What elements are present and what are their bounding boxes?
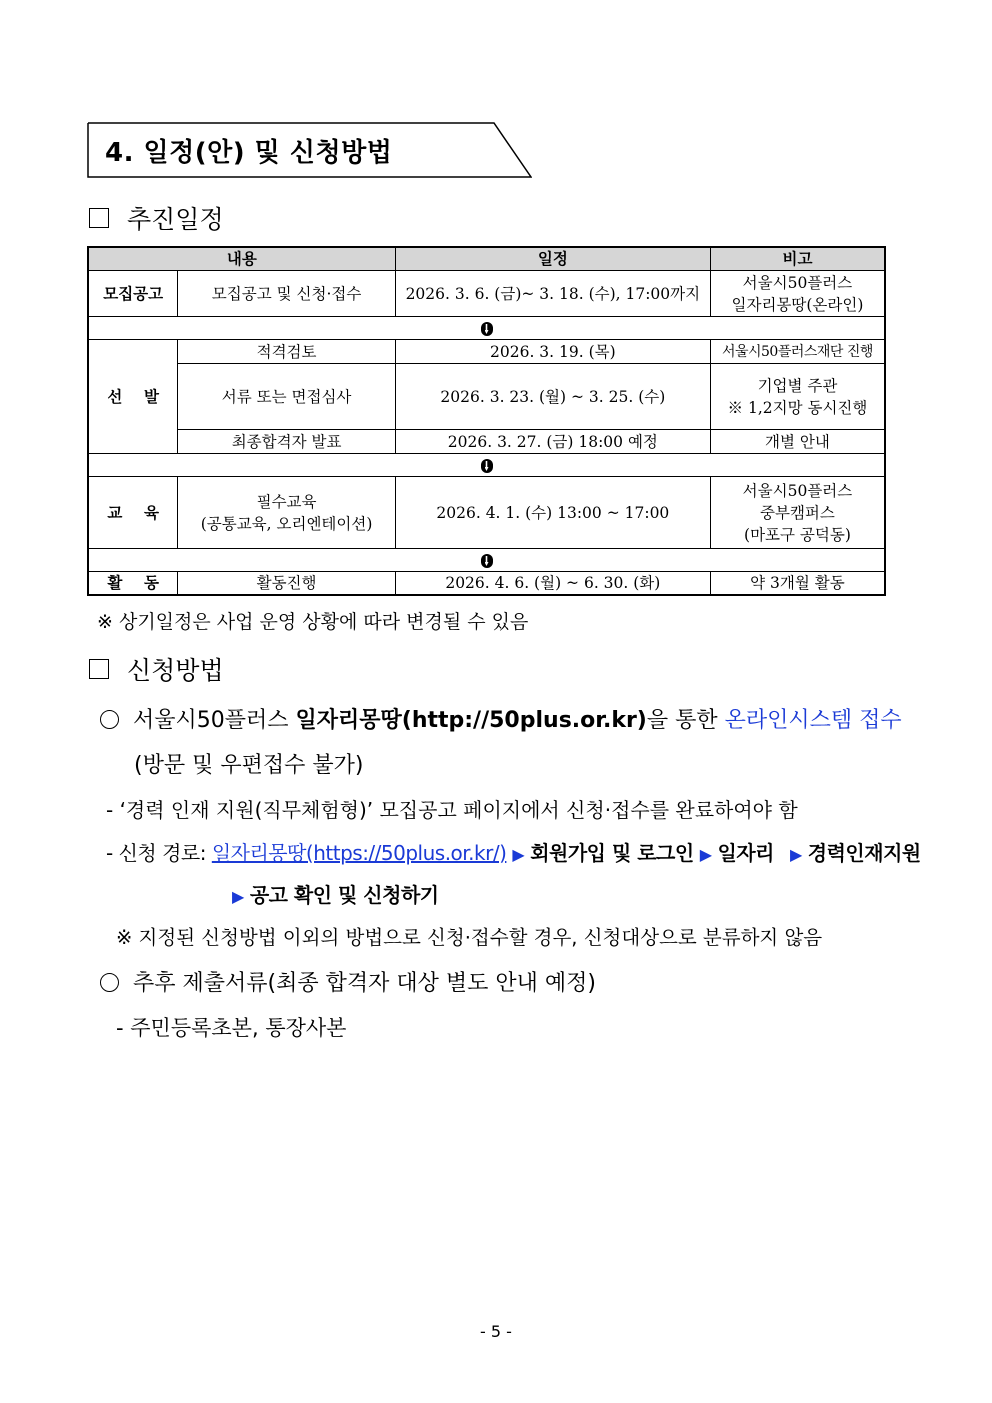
cell-note bbox=[710, 364, 885, 430]
circle-bullet-icon bbox=[100, 710, 119, 729]
apply-paragraph-4 bbox=[100, 966, 596, 997]
cell-note bbox=[710, 477, 885, 549]
p1-text: 서울시50플러스 bbox=[133, 708, 296, 733]
p1-online-system: 온라인시스템 접수 bbox=[724, 708, 902, 733]
apply-paragraph-5: - 주민등록초본, 통장사본 bbox=[116, 1016, 347, 1040]
arrow-right-icon: ▶ bbox=[789, 845, 802, 864]
category-edu: 교 육 bbox=[88, 477, 178, 549]
cell-date: 2026. 4. 1. (수) 13:00 ~ 17:00 bbox=[395, 477, 710, 549]
route-step: 공고 확인 및 신청하기 bbox=[249, 883, 439, 907]
table-row bbox=[88, 364, 885, 430]
cell-date: 2026. 3. 19. (목) bbox=[395, 340, 710, 364]
table-row bbox=[88, 430, 885, 454]
apply-heading bbox=[89, 651, 224, 687]
arrow-cell bbox=[88, 549, 885, 572]
table-row bbox=[88, 271, 885, 317]
apply-note: ※ 지정된 신청방법 이외의 방법으로 신청·접수할 경우, 신청대상으로 분류하지 않음 bbox=[116, 926, 823, 949]
cell-note bbox=[710, 271, 885, 317]
item-line: (공통교육, 오리엔테이션) bbox=[200, 514, 373, 533]
p1-bold-url: 일자리몽땅(http://50plus.or.kr) bbox=[295, 708, 647, 733]
cell-date: 2026. 3. 27. (금) 18:00 예정 bbox=[395, 430, 710, 454]
arrow-row bbox=[88, 317, 885, 340]
apply-route bbox=[106, 837, 921, 866]
arrow-row bbox=[88, 549, 885, 572]
header-note: 비고 bbox=[710, 247, 885, 271]
cell-item: 적격검토 bbox=[178, 340, 395, 364]
arrow-cell bbox=[88, 454, 885, 477]
arrow-right-icon: ▶ bbox=[232, 887, 244, 906]
cell-date: 2026. 4. 6. (월) ~ 6. 30. (화) bbox=[395, 572, 710, 596]
apply-heading-text: 신청방법 bbox=[127, 656, 224, 685]
cell-date: 2026. 3. 6. (금)~ 3. 18. (수), 17:00까지 bbox=[395, 271, 710, 317]
route-link[interactable]: 일자리몽땅(https://50plus.or.kr/) bbox=[211, 841, 507, 865]
note-line: (마포구 공덕동) bbox=[744, 525, 851, 544]
table-header-row bbox=[88, 247, 885, 271]
category-select: 선 발 bbox=[88, 340, 178, 454]
cell-item: 모집공고 및 신청·접수 bbox=[178, 271, 395, 317]
arrow-right-icon: ▶ bbox=[699, 845, 712, 864]
route-step: 일자리 bbox=[717, 841, 774, 865]
section-title-box bbox=[87, 122, 532, 178]
cell-item: 서류 또는 면접심사 bbox=[178, 364, 395, 430]
schedule-heading bbox=[89, 200, 224, 236]
apply-route-line2 bbox=[232, 879, 439, 908]
route-step: 경력인재지원 bbox=[807, 841, 921, 865]
cell-note: 서울시50플러스재단 진행 bbox=[710, 340, 885, 364]
section-title: 4. 일정(안) 및 신청방법 bbox=[105, 138, 393, 168]
table-row bbox=[88, 572, 885, 596]
header-date: 일정 bbox=[395, 247, 710, 271]
cell-item bbox=[178, 477, 395, 549]
header-content: 내용 bbox=[88, 247, 395, 271]
item-line: 필수교육 bbox=[256, 492, 317, 511]
table-row bbox=[88, 340, 885, 364]
category-activity: 활 동 bbox=[88, 572, 178, 596]
checkbox-square-icon bbox=[89, 659, 109, 679]
schedule-heading-text: 추진일정 bbox=[127, 205, 224, 234]
down-arrow-icon bbox=[481, 459, 493, 473]
table-row bbox=[88, 477, 885, 549]
down-arrow-icon bbox=[481, 554, 493, 568]
checkbox-square-icon bbox=[89, 208, 109, 228]
apply-paragraph-2: - ‘경력 인재 지원(직무체험형)’ 모집공고 페이지에서 신청·접수를 완료하여야 함 bbox=[106, 798, 798, 822]
p1-text: 을 통한 bbox=[646, 708, 725, 733]
arrow-row bbox=[88, 454, 885, 477]
note-line: 일자리몽땅(온라인) bbox=[731, 295, 864, 314]
cell-note: 개별 안내 bbox=[710, 430, 885, 454]
cell-item: 최종합격자 발표 bbox=[178, 430, 395, 454]
category-recruit: 모집공고 bbox=[88, 271, 178, 317]
arrow-cell bbox=[88, 317, 885, 340]
schedule-footnote: ※ 상기일정은 사업 운영 상황에 따라 변경될 수 있음 bbox=[97, 611, 529, 633]
route-step: 회원가입 및 로그인 bbox=[530, 841, 694, 865]
page-number: - 5 - bbox=[480, 1322, 512, 1341]
note-line: 중부캠퍼스 bbox=[760, 503, 835, 522]
cell-date: 2026. 3. 23. (월) ~ 3. 25. (수) bbox=[395, 364, 710, 430]
note-line: ※ 1,2지망 동시진행 bbox=[727, 398, 868, 417]
cell-item: 활동진행 bbox=[178, 572, 395, 596]
note-line: 서울시50플러스 bbox=[742, 273, 853, 292]
apply-paragraph-1-line2: (방문 및 우편접수 불가) bbox=[134, 753, 364, 778]
schedule-table bbox=[87, 246, 886, 596]
note-line: 서울시50플러스 bbox=[742, 481, 853, 500]
p4-text: 추후 제출서류(최종 합격자 대상 별도 안내 예정) bbox=[133, 971, 596, 996]
note-line: 기업별 주관 bbox=[757, 376, 838, 395]
down-arrow-icon bbox=[481, 322, 493, 336]
route-prefix: - 신청 경로: bbox=[106, 841, 212, 865]
apply-paragraph-1 bbox=[100, 703, 902, 734]
arrow-right-icon: ▶ bbox=[512, 845, 525, 864]
circle-bullet-icon bbox=[100, 973, 119, 992]
cell-note: 약 3개월 활동 bbox=[710, 572, 885, 596]
